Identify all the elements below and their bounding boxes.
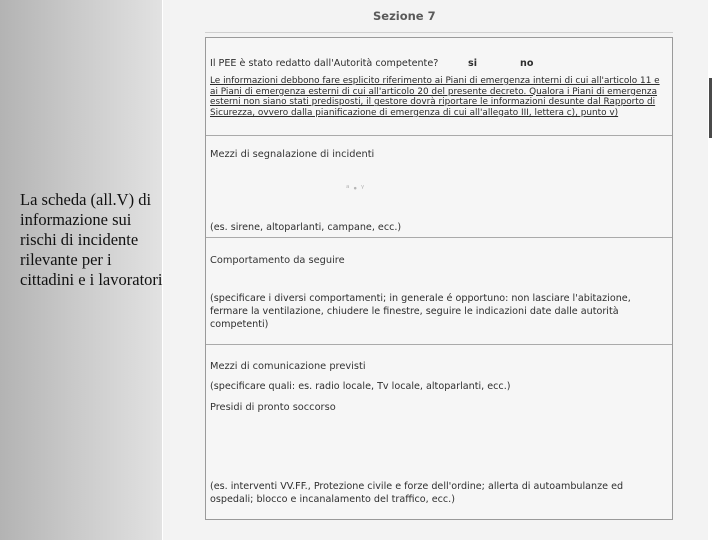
behaviour-line: (specificare i diversi comportamenti; in generale é opportuno: non lasciare l'abitazione,	[210, 293, 631, 304]
pee-note: Le informazioni debbono fare esplicito riferimento ai Piani di emergenza interni di cui all'articolo 11 e ai Piani di emergenza esterni di cui all'articolo 20 del presente decreto. Qualora i Piani di emergenza esterni non siano stati predisposti, il gestore dovrà riportare le informazioni desunte dal Rapporto di Sicurezza, ovvero dalla pianificazione di emergenza di cui all'allegato III, lettera c), punto v)	[210, 76, 660, 118]
comm-example: (specificare quali: es. radio locale, Tv locale, altoparlanti, ecc.)	[210, 381, 511, 392]
option-yes: si	[468, 58, 477, 69]
row-divider	[206, 237, 672, 238]
aid-line: (es. interventi VV.FF., Protezione civile e forze dell'ordine; allerta di autoambulanze ed	[210, 481, 624, 492]
scan-edge-mark	[709, 78, 712, 138]
aid-line: ospedali; blocco e incanalamento del traffico, ecc.)	[210, 494, 455, 505]
section-title: Sezione 7	[373, 9, 436, 23]
caption-line: informazione sui	[20, 210, 132, 229]
signal-example: (es. sirene, altoparlanti, campane, ecc.)	[210, 222, 402, 233]
signal-label: Mezzi di segnalazione di incidenti	[210, 149, 375, 160]
row-divider	[206, 344, 672, 345]
caption-line: rischi di incidente	[20, 230, 139, 249]
caption-line: rilevante per i	[20, 250, 112, 269]
caption-line: cittadini e i lavoratori	[20, 270, 163, 289]
pee-question: Il PEE è stato redatto dall'Autorità competente?	[210, 58, 439, 69]
comm-label: Mezzi di comunicazione previsti	[210, 361, 366, 372]
right-margin	[708, 0, 720, 540]
behaviour-line: competenti)	[210, 319, 269, 330]
row-divider	[206, 135, 672, 136]
behaviour-label: Comportamento da seguire	[210, 255, 345, 266]
form-table	[205, 37, 673, 520]
scan-smudge: ᵃ ∙ ᵞ	[346, 184, 365, 194]
header-rule	[205, 32, 673, 33]
option-no: no	[520, 58, 534, 69]
aid-label: Presidi di pronto soccorso	[210, 402, 336, 413]
caption-line: La scheda (all.V) di	[20, 190, 152, 209]
behaviour-line: fermare la ventilazione, chiudere le finestre, seguire le indicazioni date dalle autorità	[210, 306, 619, 317]
